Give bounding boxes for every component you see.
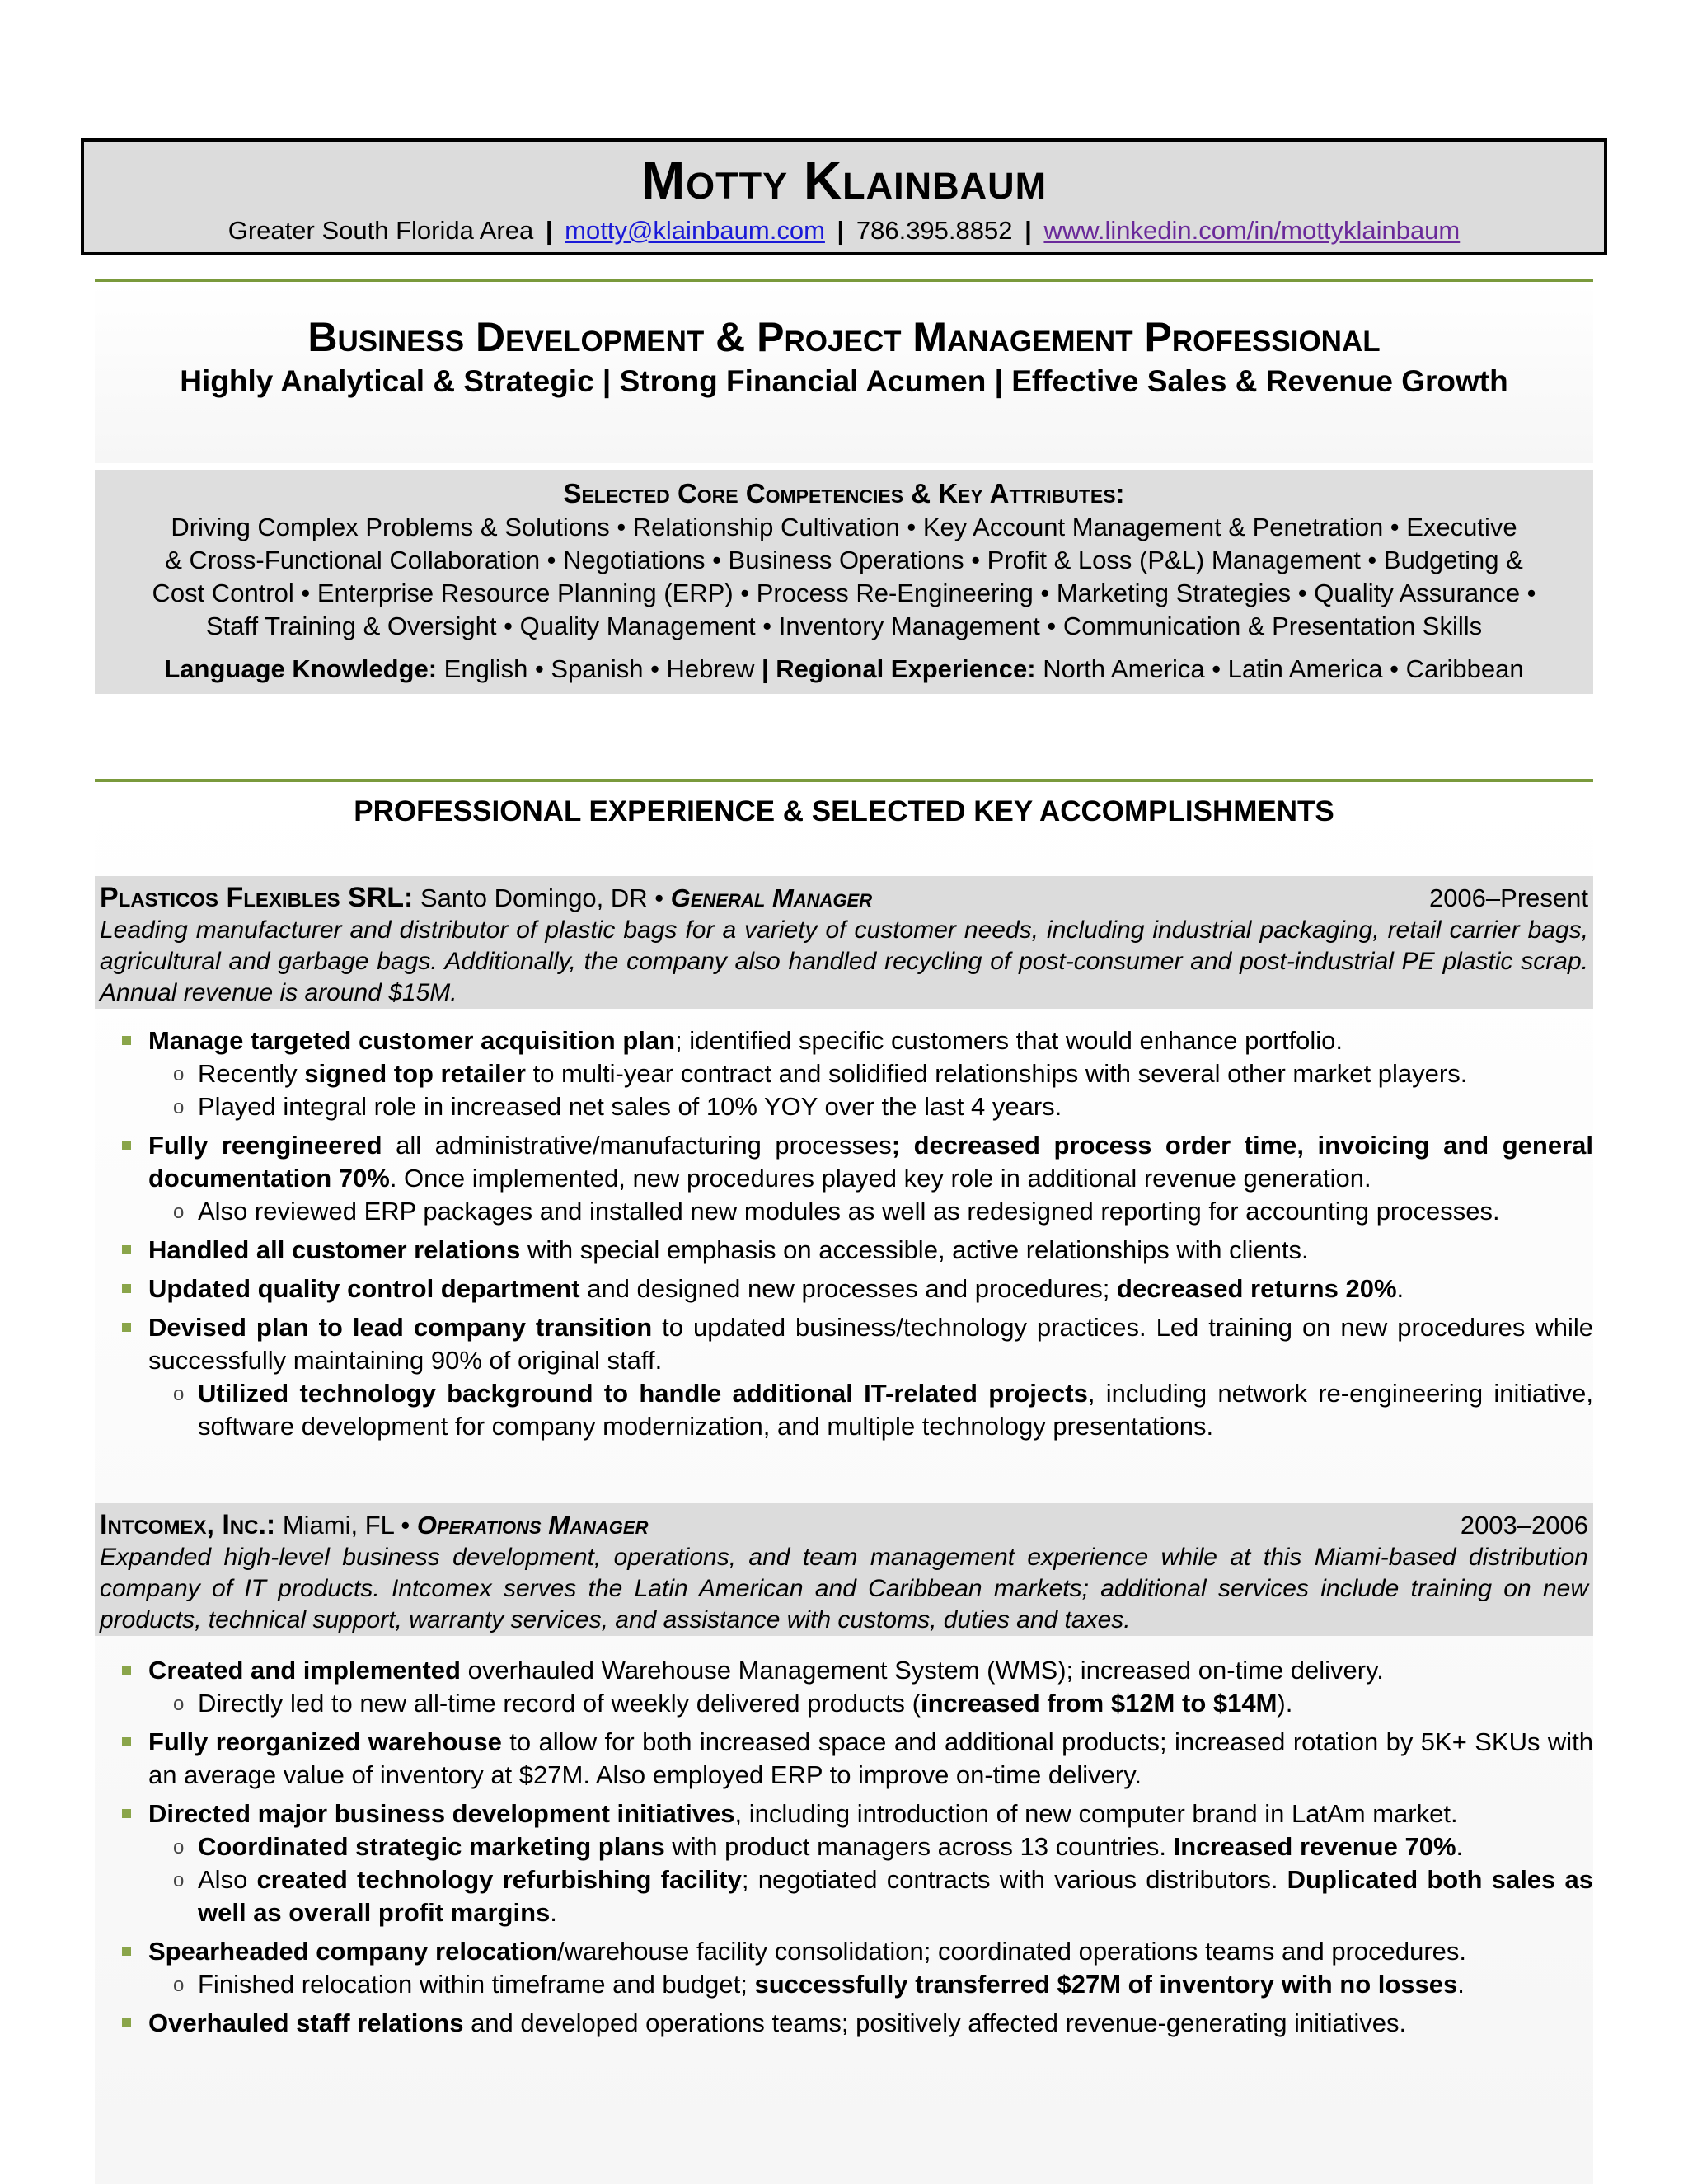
job-title-line xyxy=(100,1503,1588,1542)
list-item: Created and implemented overhauled Warehouse Management System (WMS); increased on-time delivery. xyxy=(115,1654,1593,1687)
regions: North America • Latin America • Caribbean xyxy=(1043,654,1524,683)
company-location: Santo Domingo, DR • xyxy=(420,883,664,912)
company-name: Intcomex, Inc.: xyxy=(100,1509,276,1540)
contact-line xyxy=(84,214,1604,247)
job-description: Leading manufacturer and distributor of plastic bags for a variety of customer needs, including industrial packaging, retail carrier bags, agricultural and garbage bags. Additionally, the company also handled recycling of post-consumer and post-industrial PE plastic scrap. Annual revenue is around $15M. xyxy=(100,916,1588,1006)
job-description: Expanded high-level business development, operations, and team management experience while at this Miami-based distribution company of IT products. Intcomex serves the Latin American and Caribbean markets; additional services include training on new products, technical support, warranty services, and assistance with customs, duties and taxes. xyxy=(100,1544,1588,1633)
competencies-line: Cost Control • Enterprise Resource Planning (ERP) • Process Re-Engineering • Marketing Strategies • Quality Assurance • xyxy=(152,579,1536,607)
sub-list-item: o Played integral role in increased net sales of 10% YOY over the last 4 years. xyxy=(115,1090,1593,1123)
job-title-line xyxy=(100,876,1588,915)
separator: | xyxy=(1025,216,1032,245)
experience-title: PROFESSIONAL EXPERIENCE & SELECTED KEY ACCOMPLISHMENTS xyxy=(354,795,1334,827)
language-region-line xyxy=(95,653,1593,686)
job-dates: 2003–2006 xyxy=(1460,1511,1588,1540)
competencies-title: Selected Core Competencies & Key Attributes: xyxy=(563,478,1125,509)
list-item: Directed major business development initiatives, including introduction of new computer brand in LatAm market. xyxy=(115,1797,1593,1830)
headline-subtitle: Highly Analytical & Strategic | Strong Financial Acumen | Effective Sales & Revenue Growth xyxy=(180,364,1508,398)
sub-list-item: o Directly led to new all-time record of weekly delivered products (increased from $12M to $14M). xyxy=(115,1687,1593,1720)
competencies-line: & Cross-Functional Collaboration • Negotiations • Business Operations • Profit & Loss (P&L) Management • Budgeting & xyxy=(165,546,1523,574)
list-item: Fully reengineered all administrative/manufacturing processes; decreased process order time, invoicing and general documentation 70%. Once implemented, new procedures played key role in additional revenue generation. xyxy=(115,1129,1593,1195)
phone: 786.395.8852 xyxy=(856,216,1013,245)
email-link[interactable]: motty@klainbaum.com xyxy=(565,216,825,245)
company-location: Miami, FL • xyxy=(282,1511,410,1540)
list-item: Manage targeted customer acquisition plan; identified specific customers that would enhance portfolio. xyxy=(115,1024,1593,1057)
separator: | xyxy=(545,216,553,245)
competencies-line: Driving Complex Problems & Solutions • Relationship Cultivation • Key Account Management & Penetration • Executive xyxy=(171,513,1517,541)
separator: | xyxy=(837,216,845,245)
sub-list-item: o Also reviewed ERP packages and installed new modules as well as redesigned reporting for accounting processes. xyxy=(115,1195,1593,1228)
regional-label: Regional Experience: xyxy=(776,654,1036,683)
location: Greater South Florida Area xyxy=(227,216,534,245)
list-item: Overhauled staff relations and developed operations teams; positively affected revenue-generating initiatives. xyxy=(115,2007,1593,2040)
candidate-name: Motty Klainbaum xyxy=(640,151,1048,210)
competencies-list xyxy=(95,511,1593,643)
headline-title: Business Development & Project Management Professional xyxy=(307,314,1381,360)
job-role: General Manager xyxy=(670,883,873,912)
competencies-box xyxy=(95,470,1593,694)
list-item: Devised plan to lead company transition to updated business/technology practices. Led training on new procedures while successfully maintaining 90% of original staff. xyxy=(115,1311,1593,1377)
separator: | xyxy=(761,654,769,683)
job-bullets xyxy=(115,1019,1593,1443)
headline xyxy=(95,312,1593,401)
languages: English • Spanish • Hebrew xyxy=(443,654,755,683)
job-header xyxy=(95,1503,1593,1636)
list-item: Handled all customer relations with special emphasis on accessible, active relationships with clients. xyxy=(115,1234,1593,1267)
list-item: Spearheaded company relocation/warehouse facility consolidation; coordinated operations teams and procedures. xyxy=(115,1935,1593,1968)
list-item: Updated quality control department and designed new processes and procedures; decreased returns 20%. xyxy=(115,1272,1593,1305)
company-name: Plasticos Flexibles SRL: xyxy=(100,882,414,913)
list-item: Fully reorganized warehouse to allow for both increased space and additional products; increased rotation by 5K+ SKUs with an average value of inventory at $27M. Also employed ERP to improve on-time delivery. xyxy=(115,1726,1593,1792)
job-bullets xyxy=(115,1648,1593,2040)
sub-list-item: o Utilized technology background to handle additional IT-related projects, including network re-engineering initiative, software development for company modernization, and multiple technology presentations. xyxy=(115,1377,1593,1443)
sub-list-item: o Recently signed top retailer to multi-year contract and solidified relationships with several other market players. xyxy=(115,1057,1593,1090)
job-header xyxy=(95,876,1593,1009)
linkedin-link[interactable]: www.linkedin.com/in/mottyklainbaum xyxy=(1043,216,1461,245)
competencies-line: Staff Training & Oversight • Quality Management • Inventory Management • Communication & Presentation Skills xyxy=(205,612,1483,640)
header-box xyxy=(81,138,1607,255)
job-dates: 2006–Present xyxy=(1428,883,1588,912)
language-label: Language Knowledge: xyxy=(164,654,438,683)
sub-list-item: o Also created technology refurbishing facility; negotiated contracts with various distributors. Duplicated both sales as well as overall profit margins. xyxy=(115,1863,1593,1929)
job-role: Operations Manager xyxy=(416,1511,649,1540)
sub-list-item: o Finished relocation within timeframe and budget; successfully transferred $27M of inventory with no losses. xyxy=(115,1968,1593,2001)
sub-list-item: o Coordinated strategic marketing plans with product managers across 13 countries. Increased revenue 70%. xyxy=(115,1830,1593,1863)
